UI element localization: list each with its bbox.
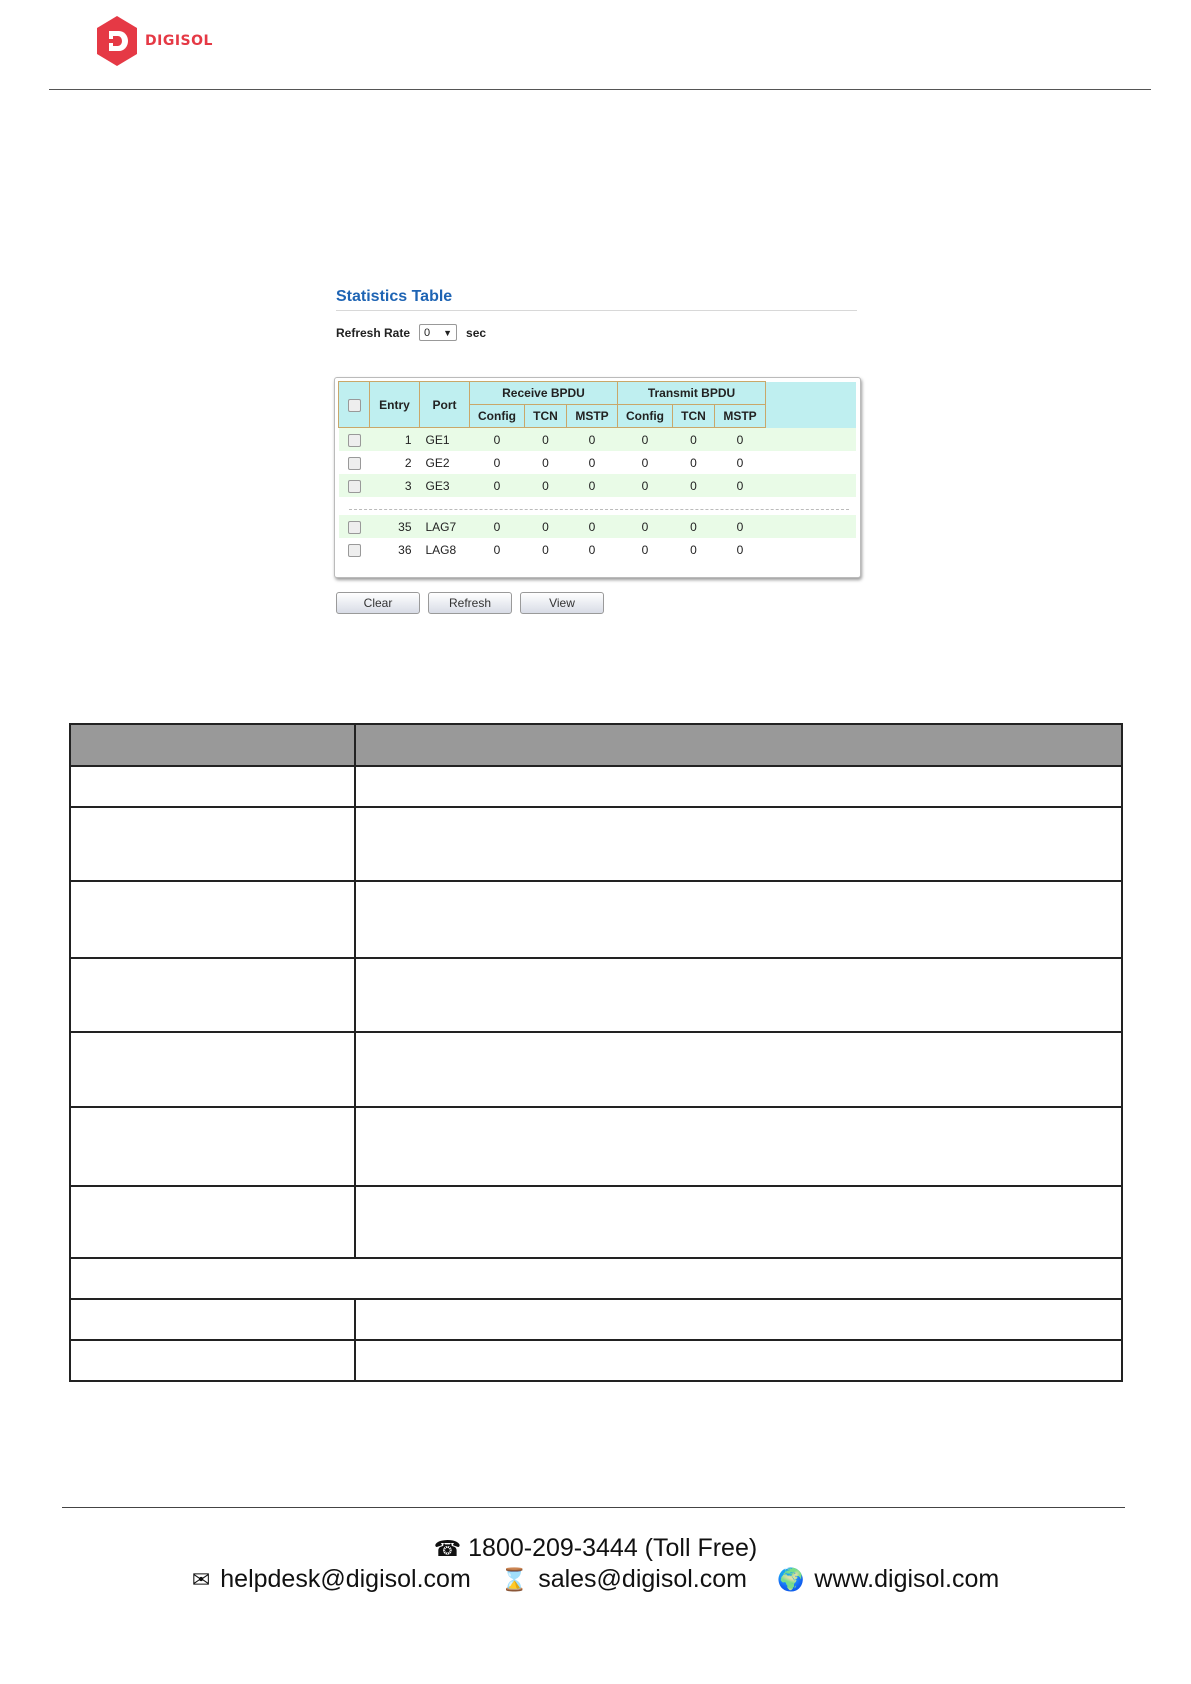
helpdesk-email[interactable]: helpdesk@digisol.com <box>220 1565 471 1593</box>
tx-mstp-cell: 0 <box>715 538 766 561</box>
truncated-rows-indicator <box>339 497 857 515</box>
tx-config-cell: 0 <box>618 538 673 561</box>
description-table-header <box>70 724 1122 766</box>
refresh-rate-unit: sec <box>466 325 487 340</box>
row-checkbox[interactable] <box>348 457 361 470</box>
brand-name: DIGISOL <box>145 33 213 49</box>
port-cell: GE2 <box>420 451 470 474</box>
col-transmit-bpdu: Transmit BPDU <box>618 382 766 405</box>
col-tx-config: Config <box>618 405 673 428</box>
row-checkbox[interactable] <box>348 434 361 447</box>
tx-config-cell: 0 <box>618 451 673 474</box>
tx-mstp-cell: 0 <box>715 474 766 497</box>
table-row <box>70 1340 1122 1381</box>
description-table <box>69 723 1123 1382</box>
rx-tcn-cell: 0 <box>525 451 567 474</box>
digisol-logo-icon <box>96 15 138 67</box>
row-checkbox[interactable] <box>348 480 361 493</box>
rx-config-cell: 0 <box>470 538 525 561</box>
header-divider <box>49 89 1151 90</box>
rx-mstp-cell: 0 <box>567 428 618 452</box>
col-tx-mstp: MSTP <box>715 405 766 428</box>
table-row <box>339 451 857 474</box>
rx-config-cell: 0 <box>470 515 525 538</box>
row-checkbox[interactable] <box>348 544 361 557</box>
clear-button[interactable]: Clear <box>336 592 420 614</box>
select-all-header <box>339 382 370 428</box>
rx-mstp-cell: 0 <box>567 515 618 538</box>
rx-config-cell: 0 <box>470 451 525 474</box>
header-filler <box>766 382 857 428</box>
table-row <box>339 428 857 452</box>
page-title: Statistics Table <box>336 288 453 305</box>
truncation-gap <box>339 497 857 515</box>
port-cell: GE1 <box>420 428 470 452</box>
entry-cell: 3 <box>370 474 420 497</box>
action-buttons <box>336 592 604 614</box>
statistics-table-frame <box>334 377 861 578</box>
statistics-table <box>338 381 856 561</box>
table-row <box>339 474 857 497</box>
rx-tcn-cell: 0 <box>525 538 567 561</box>
footer-phone-line <box>0 1534 1191 1563</box>
rx-mstp-cell: 0 <box>567 451 618 474</box>
table-row <box>70 881 1122 958</box>
entry-cell: 36 <box>370 538 420 561</box>
footer-contact-line <box>0 1565 1191 1594</box>
header-cell <box>70 724 355 766</box>
refresh-rate-row <box>336 324 486 341</box>
statistics-screenshot <box>334 280 859 625</box>
rx-mstp-cell: 0 <box>567 538 618 561</box>
rx-tcn-cell: 0 <box>525 474 567 497</box>
tx-tcn-cell: 0 <box>673 428 715 452</box>
chevron-down-icon: ▼ <box>443 327 453 338</box>
tx-tcn-cell: 0 <box>673 474 715 497</box>
tx-config-cell: 0 <box>618 515 673 538</box>
refresh-button[interactable]: Refresh <box>428 592 512 614</box>
col-port: Port <box>420 382 470 428</box>
mail-icon: ✉ <box>191 1566 211 1592</box>
table-row <box>70 1186 1122 1258</box>
col-entry: Entry <box>370 382 420 428</box>
select-all-checkbox[interactable] <box>348 399 361 412</box>
table-row <box>70 1107 1122 1186</box>
tx-tcn-cell: 0 <box>673 538 715 561</box>
table-row <box>70 807 1122 881</box>
row-checkbox[interactable] <box>348 521 361 534</box>
col-rx-config: Config <box>470 405 525 428</box>
table-section-row <box>70 1258 1122 1299</box>
phone-number: 1800-209-3444 (Toll Free) <box>468 1534 758 1562</box>
col-rx-mstp: MSTP <box>567 405 618 428</box>
entry-cell: 1 <box>370 428 420 452</box>
tx-mstp-cell: 0 <box>715 451 766 474</box>
header-cell <box>355 724 1122 766</box>
table-row <box>70 958 1122 1032</box>
col-rx-tcn: TCN <box>525 405 567 428</box>
entry-cell: 2 <box>370 451 420 474</box>
port-cell: LAG8 <box>420 538 470 561</box>
table-row <box>70 766 1122 807</box>
brand-logo <box>96 15 213 67</box>
table-row <box>339 515 857 538</box>
tx-config-cell: 0 <box>618 474 673 497</box>
title-divider <box>336 310 857 311</box>
table-row <box>339 538 857 561</box>
refresh-rate-value: 0 <box>424 326 431 339</box>
phone-icon: ☎ <box>433 1536 462 1561</box>
sales-email[interactable]: sales@digisol.com <box>538 1565 747 1593</box>
refresh-rate-select[interactable] <box>419 324 457 341</box>
col-tx-tcn: TCN <box>673 405 715 428</box>
tx-tcn-cell: 0 <box>673 515 715 538</box>
tx-config-cell: 0 <box>618 428 673 452</box>
table-row <box>70 1032 1122 1107</box>
rx-mstp-cell: 0 <box>567 474 618 497</box>
tx-mstp-cell: 0 <box>715 428 766 452</box>
hourglass-icon: ⌛ <box>500 1566 529 1592</box>
rx-config-cell: 0 <box>470 474 525 497</box>
view-button[interactable]: View <box>520 592 604 614</box>
rx-tcn-cell: 0 <box>525 515 567 538</box>
table-row <box>70 1299 1122 1340</box>
col-receive-bpdu: Receive BPDU <box>470 382 618 405</box>
rx-config-cell: 0 <box>470 428 525 452</box>
tx-tcn-cell: 0 <box>673 451 715 474</box>
globe-icon: 🌍 <box>776 1566 805 1592</box>
website-link[interactable]: www.digisol.com <box>814 1565 1000 1593</box>
port-cell: GE3 <box>420 474 470 497</box>
footer-divider <box>62 1507 1125 1508</box>
refresh-rate-label: Refresh Rate <box>336 325 411 340</box>
entry-cell: 35 <box>370 515 420 538</box>
rx-tcn-cell: 0 <box>525 428 567 452</box>
tx-mstp-cell: 0 <box>715 515 766 538</box>
port-cell: LAG7 <box>420 515 470 538</box>
